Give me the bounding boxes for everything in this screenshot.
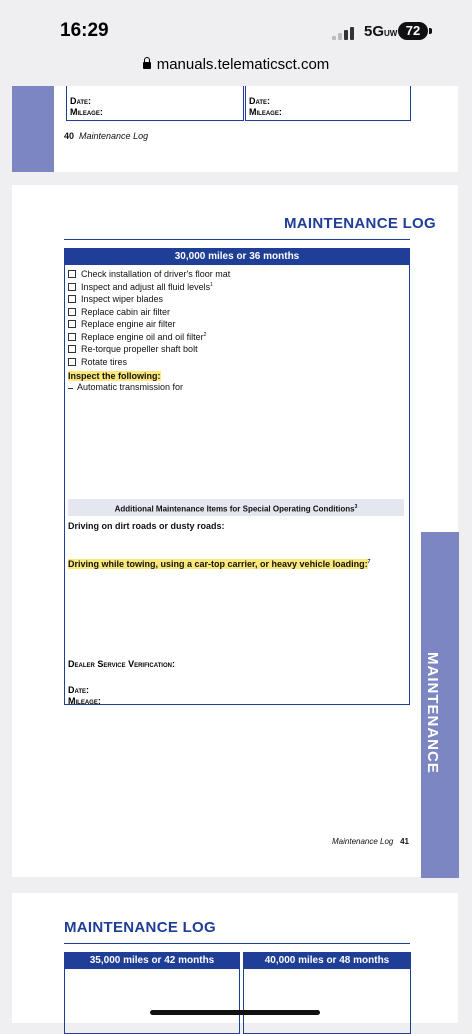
home-indicator[interactable] — [150, 1010, 320, 1015]
page-40 — [12, 86, 458, 172]
network-indicator: 5GUW — [364, 23, 398, 40]
date-label: Date: — [249, 96, 271, 106]
status-time: 16:29 — [60, 20, 109, 41]
interval-box-35k — [64, 952, 240, 1034]
checkbox-icon — [68, 295, 76, 303]
towing-heading: Driving while towing, using a car-top carrier, or heavy vehicle loading: — [68, 559, 368, 569]
blank-line — [68, 388, 73, 389]
page-footer: Maintenance Log 41 — [332, 837, 409, 846]
checklist-item: Rotate tires — [68, 357, 127, 367]
url-text: manuals.telematicsct.com — [156, 56, 330, 73]
battery-cap — [429, 28, 432, 34]
checklist-item: Replace engine oil and oil filter$^2$ — [68, 332, 206, 342]
date-label: Date: — [68, 685, 90, 695]
side-tab-maintenance: MAINTENANCE — [421, 532, 459, 878]
checklist-item: Replace cabin air filter — [68, 307, 170, 317]
prev-right-box — [245, 86, 411, 121]
date-label: Date: — [70, 96, 92, 106]
signal-icon — [332, 26, 356, 40]
checkbox-icon — [68, 345, 76, 353]
mileage-label: Mileage: — [70, 107, 103, 117]
page-footer: 40 Maintenance Log — [64, 131, 149, 141]
page-41 — [12, 185, 458, 877]
prev-left-box — [66, 86, 244, 121]
checkbox-icon — [68, 333, 76, 341]
page-title: MAINTENANCE LOG — [284, 215, 436, 232]
checkbox-icon — [68, 320, 76, 328]
checkbox-icon — [68, 270, 76, 278]
inspect-item: Automatic transmission for — [68, 382, 183, 392]
checklist-item: Inspect wiper blades — [68, 294, 163, 304]
url-bar[interactable] — [0, 56, 472, 80]
mileage-label: Mileage: — [68, 696, 101, 706]
title-rule — [64, 239, 410, 240]
interval-box: 30,000 miles or 36 months Inspect the following: Additional Maintenance Items for Special Operating Conditions$^3$ Driving on dirt roads or dusty roads: Driving while towing, using a car-top carrier, or heavy vehicle loading:$^7$ Dealer Service Verification: Date: Mileage: Check installation of driver's floor mat Inspect and adjust all fluid levels$^1$ Inspect wiper blades Replace cabin air filter Replace engine air filter Replace engine oil and oil filter$^2$ Re-torque propeller shaft bolt Rotate tires Automatic transmission for — [64, 248, 410, 705]
interval-header: 30,000 miles or 36 months — [65, 249, 409, 265]
dealer-label: Dealer Service Verification: — [68, 659, 175, 669]
additional-heading: Additional Maintenance Items for Special Operating Conditions$^3$ — [68, 499, 404, 516]
next-page-title: MAINTENANCE LOG — [64, 919, 216, 936]
page-42 — [12, 893, 458, 1023]
side-tab-prev — [12, 86, 54, 172]
lock-icon — [143, 62, 151, 69]
checklist-item: Check installation of driver's floor mat — [68, 269, 230, 279]
inspect-heading: Inspect the following: — [68, 371, 161, 381]
checkbox-icon — [68, 283, 76, 291]
checklist-item: Inspect and adjust all fluid levels$^1$ — [68, 282, 213, 292]
checklist-item: Replace engine air filter — [68, 319, 176, 329]
interval-box-40k — [243, 952, 411, 1034]
checklist-item: Re-torque propeller shaft bolt — [68, 344, 198, 354]
interval-header: 35,000 miles or 42 months — [65, 953, 239, 969]
dirt-heading: Driving on dirt roads or dusty roads: — [68, 521, 225, 531]
interval-header: 40,000 miles or 48 months — [244, 953, 410, 969]
battery-icon: 72 — [398, 22, 428, 40]
checkbox-icon — [68, 308, 76, 316]
mileage-label: Mileage: — [249, 107, 282, 117]
status-bar — [0, 0, 472, 52]
checkbox-icon — [68, 358, 76, 366]
